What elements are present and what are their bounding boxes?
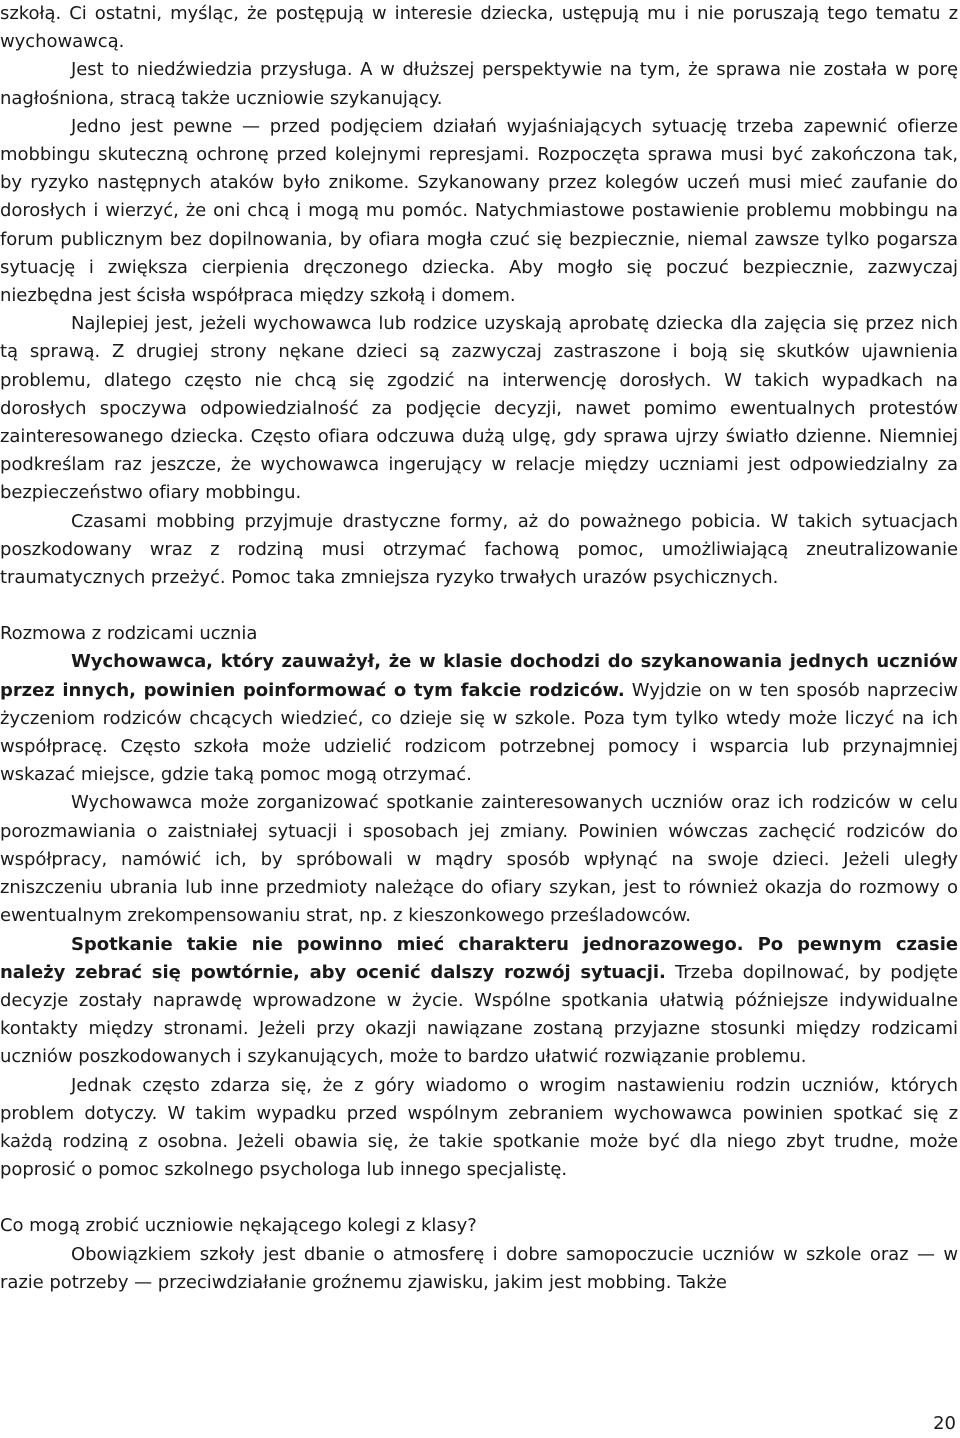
paragraph-7: Wychowawca może zorganizować spotkanie zainteresowanych uczniów oraz ich rodziców w celu porozmawiania o zaistniałej sytuacji i sposobach jej zmiany. Powinien wówczas zachęcić rodziców do współpracy, namówić ich, by spróbowali w mądry sposób wpłynąć na swoje dzieci. Jeżeli uległy zniszczeniu ubrania lub inne przedmioty należące do ofiary szykan, jest to również okazja do rozmowy o ewentualnym zrekompensowaniu strat, np. z kieszonkowego prześladowców.: [0, 792, 958, 927]
paragraph-10: Obowiązkiem szkoły jest dbanie o atmosferę i dobre samopoczucie uczniów w szkole oraz — w razie potrzeby — przeciwdziałanie groźnemu zjawisku, jakim jest mobbing. Także: [0, 1243, 958, 1293]
paragraph-5: Czasami mobbing przyjmuje drastyczne formy, aż do poważnego pobicia. W takich sytuacjach poszkodowany wraz z rodziną musi otrzymać fachową pomoc, umożliwiającą zneutralizowanie traumatycznych przeżyć. Pomoc taka zmniejsza ryzyko trwałych urazów psychicznych.: [0, 510, 958, 589]
section-heading-parents: Rozmowa z rodzicami ucznia: [0, 623, 258, 645]
paragraph-4: Najlepiej jest, jeżeli wychowawca lub rodzice uzyskają aprobatę dziecka dla zajęcia się przez nich tą sprawą. Z drugiej strony nękane dzieci są zazwyczaj zastraszone i boją się skutków ujawnienia problemu, dlatego często nie chcą się zgodzić na interwencję dorosłych. W takich wypadkach na dorosłych spoczywa odpowiedzialność za podjęcie decyzji, nawet pomimo ewentualnych protestów zainteresowanego dziecka. Często ofiara odczuwa dużą ulgę, gdy sprawa ujrzy światło dzienne. Niemniej podkreślam raz jeszcze, że wychowawca ingerujący w relacje między uczniami jest odpowiedzialny za bezpieczeństwo ofiary mobbingu.: [0, 313, 958, 504]
paragraph-9: Jednak często zdarza się, że z góry wiadomo o wrogim nastawieniu rodzin uczniów, których problem dotyczy. W takim wypadku przed wspólnym zebraniem wychowawca powinien spotkać się z każdą rodziną z osobna. Jeżeli obawia się, że takie spotkanie może być dla niego zbyt trudne, może poprosić o pomoc szkolnego psychologa lub innego specjalistę.: [0, 1074, 958, 1181]
paragraph-8-bold: Spotkanie takie nie powinno mieć charakteru jednorazowego. Po pewnym czasie należy zebrać się powtórnie, aby ocenić dalszy rozwój sytuacji.: [0, 933, 958, 983]
page-number: 20: [933, 1413, 956, 1434]
paragraph-8: [0, 931, 958, 1072]
section-heading-classmates: Co mogą zrobić uczniowie nękającego kolegi z klasy?: [0, 1215, 477, 1237]
paragraph-6-bold: Wychowawca, który zauważył, że w klasie dochodzi do szykanowania jednych uczniów przez innych, powinien poinformować o tym fakcie rodziców.: [0, 651, 958, 701]
paragraph-6-rest: Wyjdzie on w ten sposób naprzeciw życzeniom rodziców chcących wiedzieć, co dzieje się w szkole. Poza tym tylko wtedy może liczyć na ich współpracę. Często szkoła może udzielić rodzicom potrzebnej pomocy i wsparcia lub przynajmniej wskazać miejsce, gdzie taką pomoc mogą otrzymać.: [0, 679, 958, 786]
paragraph-3: Jedno jest pewne — przed podjęciem działań wyjaśniających sytuację trzeba zapewnić ofierze mobbingu skuteczną ochronę przed kolejnymi represjami. Rozpoczęta sprawa musi być zakończona tak, by ryzyko następnych ataków było znikome. Szykanowany przez kolegów uczeń musi mieć zaufanie do dorosłych i wierzyć, że oni chcą i mogą mu pomóc. Natychmiastowe postawienie problemu mobbingu na forum publicznym bez dopilnowania, by ofiara mogła czuć się bezpiecznie, niemal zawsze tylko pogarsza sytuację i zwiększa cierpienia dręczonego dziecka. Aby mogło się poczuć bezpiecznie, zazwyczaj niezbędna jest ścisła współpraca między szkołą i domem.: [0, 115, 958, 307]
paragraph-6: [0, 648, 958, 789]
paragraph-1: szkołą. Ci ostatni, myśląc, że postępują w interesie dziecka, ustępują mu i nie poruszają tego tematu z wychowawcą.: [0, 3, 958, 53]
paragraph-8-rest: Trzeba dopilnować, by podjęte decyzje zostały naprawdę wprowadzone w życie. Wspólne spotkania ułatwią późniejsze indywidualne kontakty między stronami. Jeżeli przy okazji nawiązane zostaną przyjazne stosunki między rodzicami uczniów poszkodowanych i szykanujących, może to bardzo ułatwić rozwiązanie problemu.: [0, 961, 958, 1068]
paragraph-2: Jest to niedźwiedzia przysługa. A w dłuższej perspektywie na tym, że sprawa nie została w porę nagłośniona, stracą także uczniowie szykanujący.: [0, 59, 958, 109]
